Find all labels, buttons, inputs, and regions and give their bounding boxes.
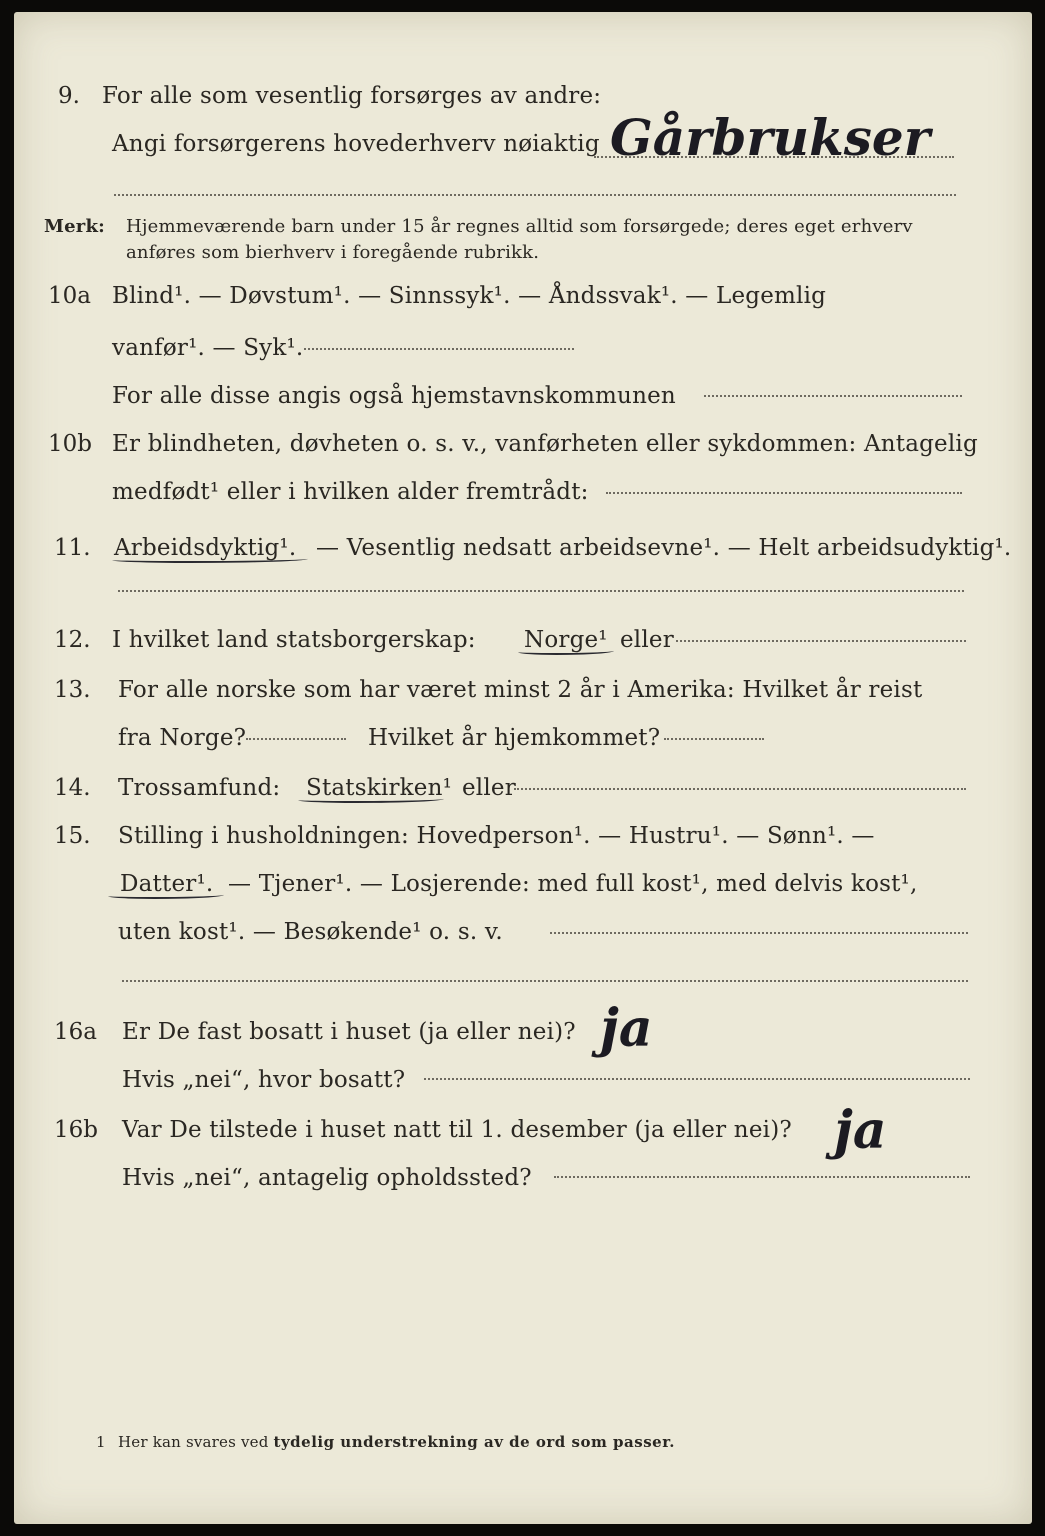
q10b-dotted-line: [606, 492, 962, 494]
q10a-municipality-dotted-line: [704, 395, 962, 397]
q10b-number: 10b: [48, 431, 92, 457]
q16a-number: 16a: [54, 1019, 97, 1045]
q16a-line1: Er De fast bosatt i huset (ja eller nei)?: [122, 1019, 576, 1045]
q9-handwritten-answer: Gårbrukser: [610, 108, 931, 167]
q16b-dotted-line: [554, 1176, 970, 1178]
q14-number: 14.: [54, 775, 91, 801]
q13-left-from-norway: fra Norge?: [118, 725, 247, 751]
q11-option-able: Arbeidsdyktig¹.: [114, 535, 297, 561]
q10a-line3: For alle disse angis også hjemstavnskommunen: [112, 383, 676, 409]
q15-line3: uten kost¹. — Besøkende¹ o. s. v.: [118, 919, 503, 945]
q16a-dotted-line: [424, 1078, 970, 1080]
q9-number: 9.: [58, 83, 80, 109]
note-label: Merk:: [44, 216, 105, 237]
q10b-line2: medfødt¹ eller i hvilken alder fremtrådt:: [112, 479, 589, 505]
q13-returned: Hvilket år hjemkommet?: [368, 725, 661, 751]
census-form-page: [14, 12, 1032, 1524]
q16b-handwritten-answer: ja: [834, 1100, 887, 1161]
q13-line1: For alle norske som har været minst 2 år i Amerika: Hvilket år reist: [118, 677, 923, 703]
q15-number: 15.: [54, 823, 91, 849]
q10a-line2: vanfør¹. — Syk¹.: [112, 335, 304, 361]
q14-option-state-church: Statskirken¹: [306, 775, 453, 801]
q12-question: I hvilket land statsborgerskap:: [112, 627, 476, 653]
q10a-number: 10a: [48, 283, 91, 309]
q16b-line1: Var De tilstede i huset natt til 1. desember (ja eller nei)?: [122, 1117, 792, 1143]
q15-dotted-line: [550, 932, 968, 934]
q9-extra-dotted-line: [114, 194, 956, 196]
q14-question: Trossamfund:: [118, 775, 281, 801]
note-line1: Hjemmeværende barn under 15 år regnes alltid som forsørgede; deres eget erhverv: [126, 216, 913, 237]
q10b-line1: Er blindheten, døvheten o. s. v., vanførheten eller sykdommen: Antagelig: [112, 431, 978, 457]
q14-or: eller: [462, 775, 516, 801]
q10a-line1: Blind¹. — Døvstum¹. — Sinnssyk¹. — Åndssvak¹. — Legemlig: [112, 283, 827, 309]
footnote-text-bold: tydelig understrekning av de ord som passer.: [273, 1433, 675, 1451]
q13-number: 13.: [54, 677, 91, 703]
q13-year-returned-dotted-line: [664, 738, 764, 740]
footnote-mark: 1: [96, 1433, 106, 1451]
q12-option-norway: Norge¹: [524, 627, 608, 653]
q12-number: 12.: [54, 627, 91, 653]
q11-dotted-line: [118, 590, 964, 592]
footnote-text: [118, 1432, 675, 1452]
q12-dotted-line: [676, 640, 966, 642]
q16b-number: 16b: [54, 1117, 98, 1143]
q11-number: 11.: [54, 535, 91, 561]
q10a-sick-dotted-line: [304, 348, 574, 350]
q9-question-line1: For alle som vesentlig forsørges av andre:: [102, 83, 602, 109]
q15-line2: — Tjener¹. — Losjerende: med full kost¹, med delvis kost¹,: [228, 871, 918, 897]
q9-question-line2: Angi forsørgerens hovederhverv nøiaktig: [112, 131, 600, 157]
q15-extra-dotted-line: [122, 980, 968, 982]
q15-line1: Stilling i husholdningen: Hovedperson¹. — Hustru¹. — Sønn¹. —: [118, 823, 875, 849]
q15-option-daughter: Datter¹.: [120, 871, 214, 897]
q13-year-left-dotted-line: [246, 738, 346, 740]
q12-or: eller: [620, 627, 674, 653]
q11-other-options: — Vesentlig nedsatt arbeidsevne¹. — Helt arbeidsudyktig¹.: [316, 535, 1012, 561]
q14-dotted-line: [514, 788, 966, 790]
q16b-line2: Hvis „nei“, antagelig opholdssted?: [122, 1165, 532, 1191]
footnote-text-plain: Her kan svares ved: [118, 1433, 269, 1451]
q16a-line2: Hvis „nei“, hvor bosatt?: [122, 1067, 406, 1093]
q16a-handwritten-answer: ja: [600, 998, 653, 1059]
note-line2: anføres som bierhverv i foregående rubrikk.: [126, 242, 540, 263]
